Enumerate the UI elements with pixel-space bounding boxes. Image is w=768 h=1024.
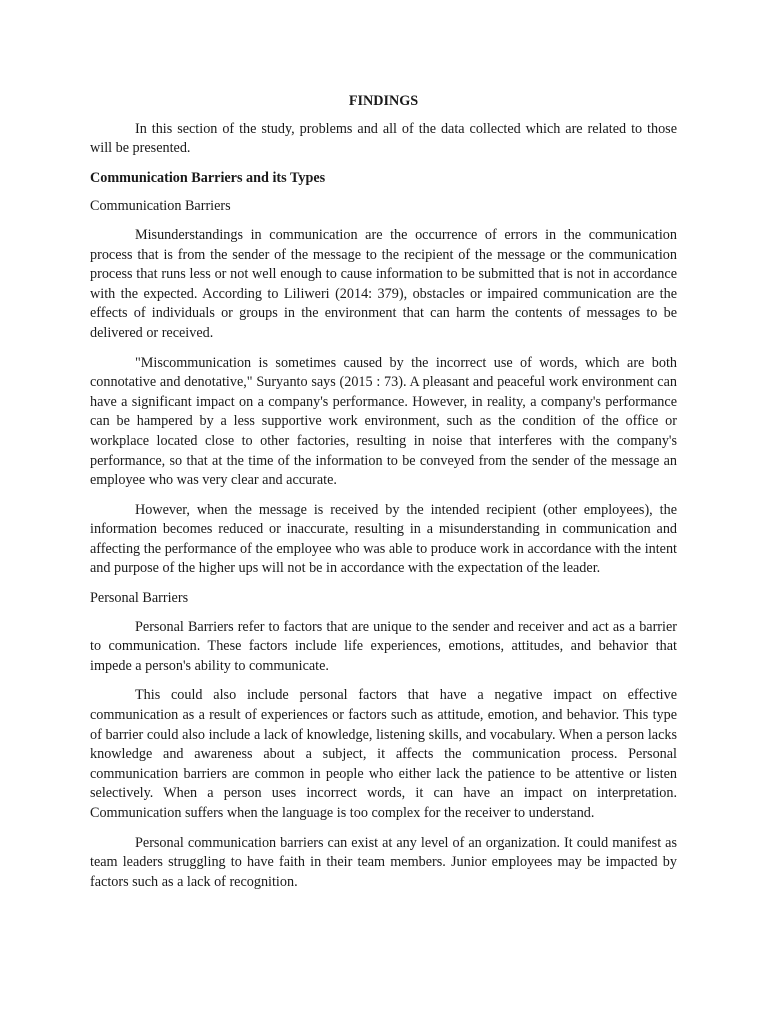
subsection-heading-communication-barriers: Communication Barriers [90, 198, 231, 215]
paragraph: Personal communication barriers can exist at any level of an organization. It could manifest as team leaders struggling to have faith in their team members. Junior employees may be impacted by factors such as a lack of recognition. [90, 834, 677, 890]
intro-paragraph: In this section of the study, problems and all of the data collected which are related to those will be presented. [90, 120, 677, 157]
page-content [90, 92, 677, 902]
section-heading: Communication Barriers and its Types [90, 169, 326, 186]
paragraph: "Miscommunication is sometimes caused by the incorrect use of words, which are both connotative and denotative," Suryanto says (2015 : 73). A pleasant and peaceful work environment can have a significant impact on a company's performance. However, in reality, a company's performance can be hampered by a less supportive work environment, such as the condition of the office or workplace located close to other factories, resulting in noise that interferes with the company's performance, so that at the time of the information to be conveyed from the sender of the message an employee who was very clear and accurate. [90, 354, 677, 489]
subsection-heading-personal-barriers: Personal Barriers [90, 590, 189, 607]
page-title: FINDINGS [348, 93, 419, 109]
paragraph: Personal Barriers refer to factors that are unique to the sender and receiver and act as a barrier to communication. These factors include life experiences, emotions, attitudes, and behavior that impede a person's ability to communicate. [90, 618, 677, 674]
paragraph: This could also include personal factors that have a negative impact on effective communication as a result of experiences or factors such as attitude, emotion, and behavior. This type of barrier could also include a lack of knowledge, listening skills, and vocabulary. When a person lacks knowledge and awareness about a subject, it affects the communication process. Personal communication barriers are common in people who either lack the patience to be attentive or listen selectively. When a person uses incorrect words, it can have an impact on interpretation. Communication suffers when the language is too complex for the receiver to understand. [90, 687, 677, 821]
paragraph: However, when the message is received by the intended recipient (other employees), the information becomes reduced or inaccurate, resulting in a misunderstanding in communication and affecting the performance of the employee who was able to produce work in accordance with the intent and purpose of the higher ups will not be in accordance with the expectation of the leader. [90, 501, 677, 577]
paragraph: Misunderstandings in communication are the occurrence of errors in the communication process that is from the sender of the message to the recipient of the message or the communication process that runs less or not well enough to cause information to be submitted that is not in accordance with the expected. According to Liliweri (2014: 379), obstacles or impaired communication are the effects of individuals or groups in the environment that can harm the contents of messages to be delivered or received. [90, 226, 677, 341]
